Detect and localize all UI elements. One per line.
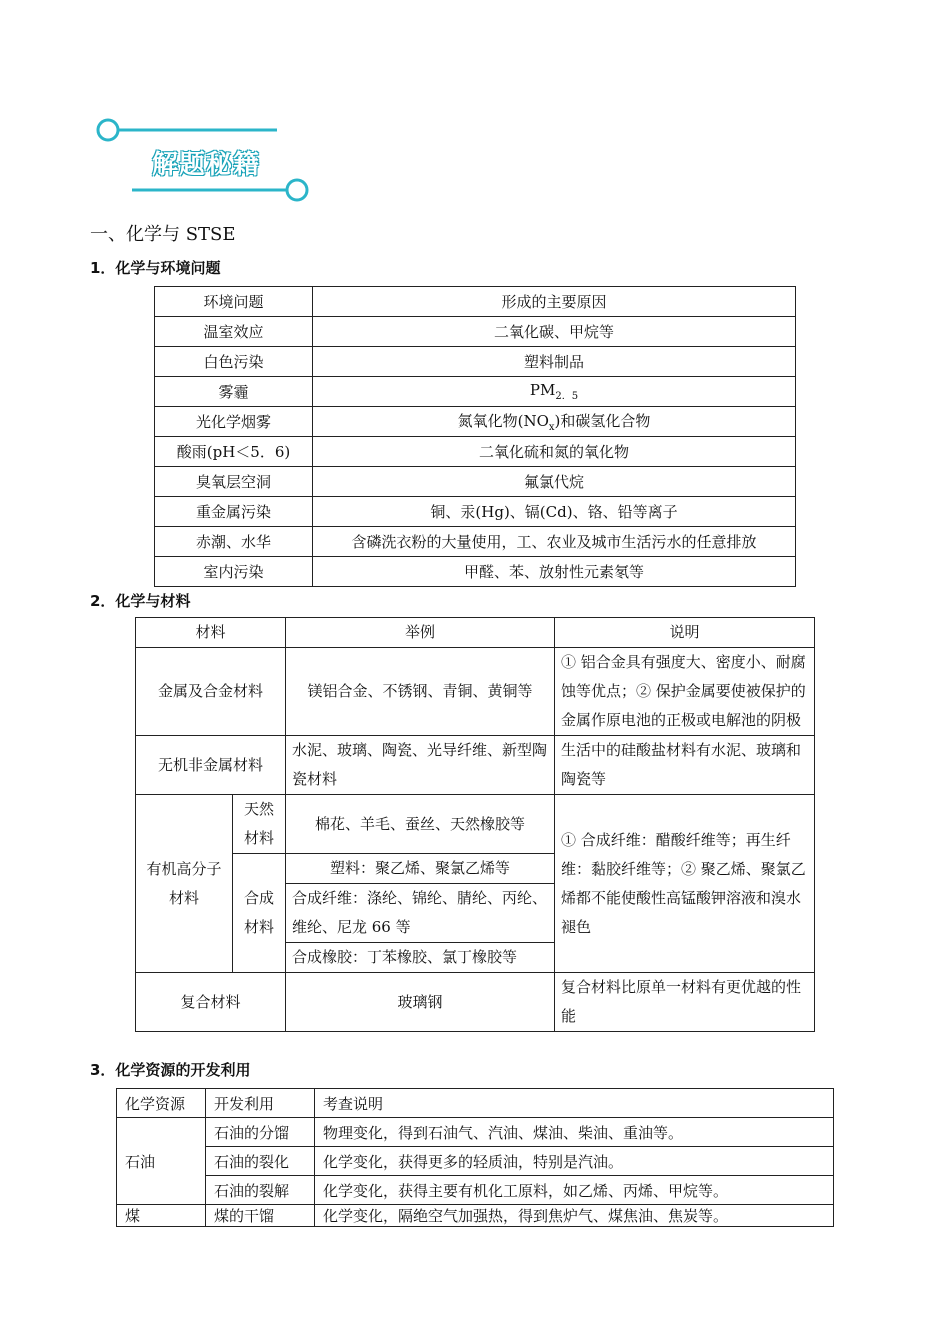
subscript: 2．5 (555, 391, 579, 402)
table-row (117, 1147, 834, 1176)
subsection-title-materials: 2．化学与材料 (90, 592, 191, 610)
table-row (155, 527, 796, 557)
material-name: 无机非金属材料 (136, 736, 286, 795)
material-name: 复合材料 (136, 973, 286, 1032)
table-row (155, 497, 796, 527)
header-cell: 材料 (136, 618, 286, 648)
cause-cell: 含磷洗衣粉的大量使用，工、农业及城市生活污水的任意排放 (313, 527, 796, 557)
subsection-title-resources: 3．化学资源的开发利用 (90, 1061, 251, 1079)
table-row (117, 1176, 834, 1205)
issue-cell: 雾霾 (155, 377, 313, 407)
issue-cell: 温室效应 (155, 317, 313, 347)
cause-text: PM (529, 381, 556, 399)
header-cell: 化学资源 (117, 1089, 206, 1118)
material-name: 有机高分子材料 (136, 795, 233, 973)
material-example: 塑料：聚乙烯、聚氯乙烯等 (286, 854, 555, 884)
resource-name: 煤 (117, 1205, 206, 1227)
table-row (155, 347, 796, 377)
table-row (136, 795, 815, 854)
resource-note: 化学变化，获得更多的轻质油，特别是汽油。 (315, 1147, 834, 1176)
resources-table (116, 1088, 834, 1227)
header-cell: 开发利用 (206, 1089, 315, 1118)
environment-table (154, 286, 796, 587)
material-name: 金属及合金材料 (136, 648, 286, 736)
cause-cell (313, 377, 796, 407)
material-subtype: 合成材料 (233, 854, 286, 973)
subsection-title-environment: 1．化学与环境问题 (90, 259, 221, 277)
table-header-row (117, 1089, 834, 1118)
cause-cell: 甲醛、苯、放射性元素氡等 (313, 557, 796, 587)
issue-cell: 室内污染 (155, 557, 313, 587)
issue-cell: 赤潮、水华 (155, 527, 313, 557)
resource-use: 石油的裂解 (206, 1176, 315, 1205)
material-note: ① 铝合金具有强度大、密度小、耐腐蚀等优点；② 保护金属要使被保护的金属作原电池的正极或电解池的阴极 (555, 648, 815, 736)
resource-note: 化学变化，获得主要有机化工原料，如乙烯、丙烯、甲烷等。 (315, 1176, 834, 1205)
resource-note: 化学变化，隔绝空气加强热，得到焦炉气、煤焦油、焦炭等。 (315, 1205, 834, 1227)
material-example: 水泥、玻璃、陶瓷、光导纤维、新型陶瓷材料 (286, 736, 555, 795)
material-example: 镁铝合金、不锈钢、青铜、黄铜等 (286, 648, 555, 736)
material-example: 棉花、羊毛、蚕丝、天然橡胶等 (286, 795, 555, 854)
header-cell: 形成的主要原因 (313, 287, 796, 317)
subscript: x (548, 422, 555, 433)
cause-cell: 铜、汞(Hg)、镉(Cd)、铬、铅等离子 (313, 497, 796, 527)
resource-use: 煤的干馏 (206, 1205, 315, 1227)
material-note: 生活中的硅酸盐材料有水泥、玻璃和陶瓷等 (555, 736, 815, 795)
cause-cell (313, 407, 796, 437)
issue-cell: 酸雨(pH＜5．6) (155, 437, 313, 467)
resource-use: 石油的裂化 (206, 1147, 315, 1176)
section-banner (92, 112, 318, 208)
table-row (117, 1205, 834, 1227)
cause-text: 氮氧化物(NO (457, 412, 549, 430)
header-cell: 说明 (555, 618, 815, 648)
materials-table (135, 617, 815, 1032)
table-row (155, 407, 796, 437)
material-example: 玻璃钢 (286, 973, 555, 1032)
issue-cell: 臭氧层空洞 (155, 467, 313, 497)
material-note: 复合材料比原单一材料有更优越的性能 (555, 973, 815, 1032)
table-row (155, 317, 796, 347)
header-cell: 举例 (286, 618, 555, 648)
table-header-row (155, 287, 796, 317)
header-cell: 考查说明 (315, 1089, 834, 1118)
resource-note: 物理变化，得到石油气、汽油、煤油、柴油、重油等。 (315, 1118, 834, 1147)
material-note: ① 合成纤维：醋酸纤维等；再生纤维：黏胶纤维等；② 聚乙烯、聚氯乙烯都不能使酸性高锰酸钾溶液和溴水褪色 (555, 795, 815, 973)
cause-cell: 二氧化碳、甲烷等 (313, 317, 796, 347)
material-example: 合成橡胶：丁苯橡胶、氯丁橡胶等 (286, 943, 555, 973)
resource-use: 石油的分馏 (206, 1118, 315, 1147)
cause-cell: 氟氯代烷 (313, 467, 796, 497)
table-row (136, 973, 815, 1032)
issue-cell: 光化学烟雾 (155, 407, 313, 437)
cause-cell: 二氧化硫和氮的氧化物 (313, 437, 796, 467)
issue-cell: 白色污染 (155, 347, 313, 377)
section-title: 一、化学与 STSE (90, 224, 236, 245)
issue-cell: 重金属污染 (155, 497, 313, 527)
table-row (136, 648, 815, 736)
table-row (155, 557, 796, 587)
material-example: 合成纤维：涤纶、锦纶、腈纶、丙纶、维纶、尼龙 66 等 (286, 884, 555, 943)
cause-text: )和碳氢化合物 (554, 412, 651, 430)
material-subtype: 天然材料 (233, 795, 286, 854)
table-row (155, 377, 796, 407)
table-row (117, 1118, 834, 1147)
cause-cell: 塑料制品 (313, 347, 796, 377)
table-row (155, 437, 796, 467)
banner-title: 解题秘籍 (151, 150, 260, 180)
header-cell: 环境问题 (155, 287, 313, 317)
table-row (136, 736, 815, 795)
table-row (155, 467, 796, 497)
table-header-row (136, 618, 815, 648)
resource-name: 石油 (117, 1118, 206, 1205)
